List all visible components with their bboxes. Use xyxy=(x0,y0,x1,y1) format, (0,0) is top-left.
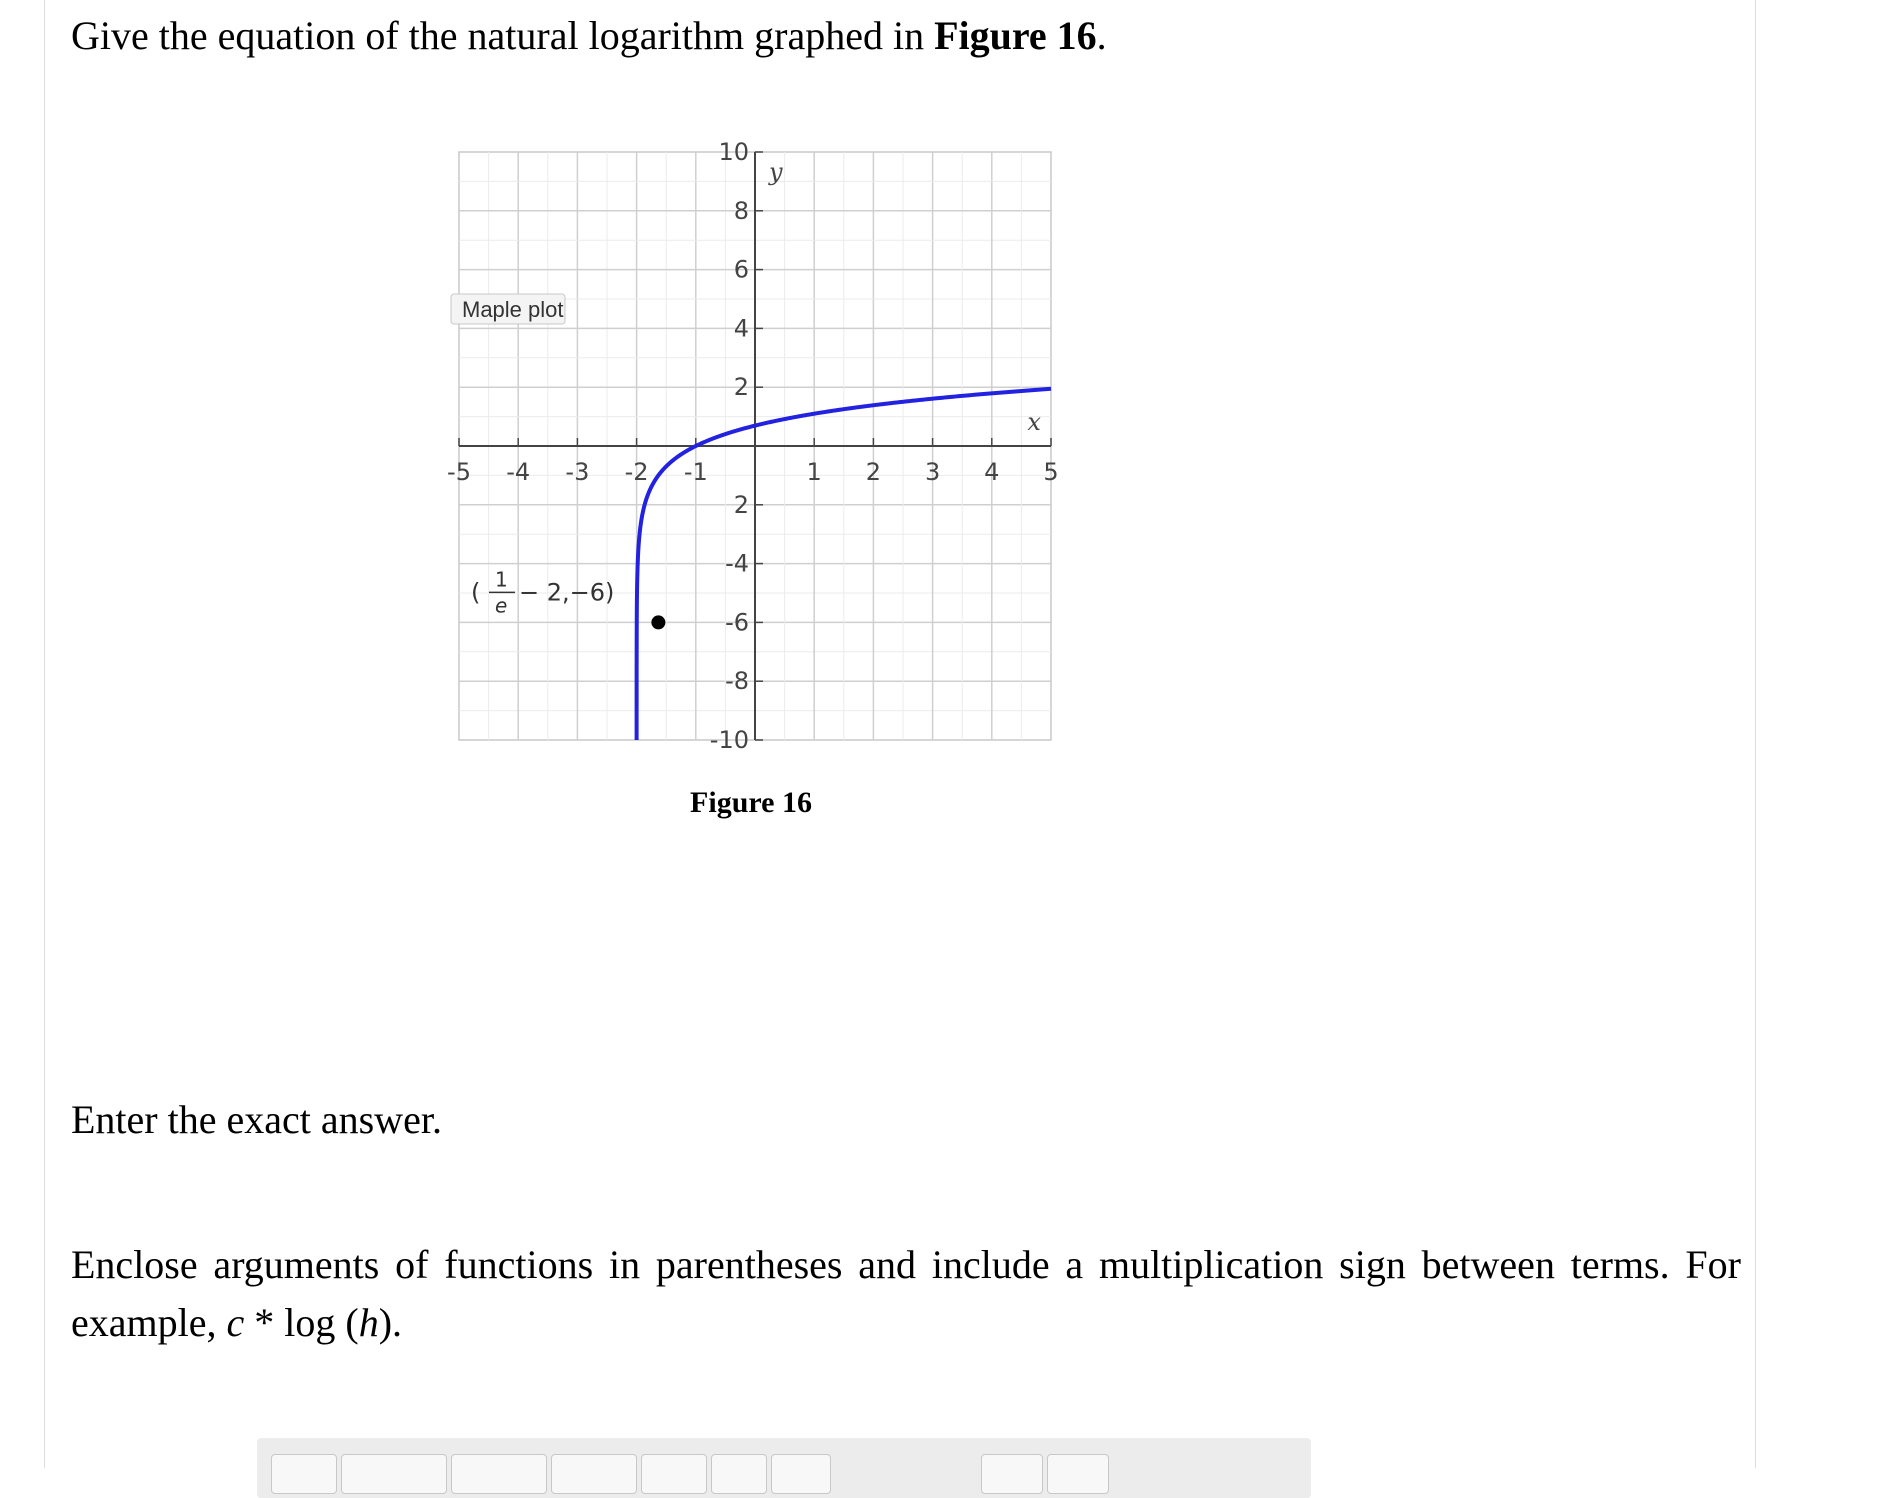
y-tick-label: -8 xyxy=(725,667,749,696)
highlight-point xyxy=(651,615,665,629)
y-tick-label: 8 xyxy=(733,196,749,225)
math-editor-toolbar xyxy=(257,1438,1311,1498)
x-tick-label: -5 xyxy=(447,458,471,486)
figure-16-chart xyxy=(45,0,1757,1060)
y-tick-label: 2 xyxy=(733,490,749,519)
x-tick-label: -3 xyxy=(565,458,590,486)
x-tick-label: 1 xyxy=(806,458,822,486)
y-tick-label: -4 xyxy=(725,549,749,578)
x-axis-label: x xyxy=(1027,408,1041,436)
toolbar-button[interactable] xyxy=(451,1454,547,1494)
x-tick-label: 4 xyxy=(984,458,1000,486)
hint-times: * xyxy=(244,1300,285,1345)
y-tick-label: 6 xyxy=(733,255,749,284)
x-tick-label: -2 xyxy=(624,458,649,486)
x-tick-label: 2 xyxy=(865,458,882,486)
hint-paren-open: ( xyxy=(335,1300,359,1345)
hint-end: . xyxy=(392,1300,403,1345)
toolbar-button[interactable] xyxy=(641,1454,707,1494)
hint-paren-close: ) xyxy=(378,1300,393,1345)
hint-text xyxy=(71,1236,1741,1352)
hint-fn: log xyxy=(284,1300,336,1345)
x-tick-label: -4 xyxy=(506,458,531,486)
hint-body: Enclose arguments of functions in parentheses and include a multiplication sign between terms. For example, xyxy=(71,1242,1741,1345)
y-tick-label: -10 xyxy=(709,726,749,754)
figure-reference: Figure 16 xyxy=(934,13,1097,58)
question-end: . xyxy=(1096,13,1107,58)
hint-var-c: c xyxy=(226,1300,245,1345)
question-body: Give the equation of the natural logarithm graphed in xyxy=(71,13,935,58)
toolbar-button[interactable] xyxy=(981,1454,1043,1494)
y-tick-label: 4 xyxy=(733,314,749,343)
y-tick-label: -6 xyxy=(725,608,749,637)
y-axis-label: y xyxy=(769,158,783,186)
instruction-text: Enter the exact answer. xyxy=(71,1097,442,1142)
point-label-paren: ( xyxy=(471,578,481,607)
toolbar-button[interactable] xyxy=(711,1454,767,1494)
toolbar-button[interactable] xyxy=(771,1454,831,1494)
maple-plot-badge[interactable] xyxy=(451,294,565,324)
point-label-coordinates: − 2,−6) xyxy=(519,578,615,607)
point-label-numerator: 1 xyxy=(495,567,508,592)
hint-var-h: h xyxy=(358,1300,379,1345)
toolbar-button[interactable] xyxy=(271,1454,337,1494)
x-tick-label: 5 xyxy=(1043,458,1059,486)
x-tick-label: 3 xyxy=(924,458,941,486)
x-tick-label: -1 xyxy=(683,458,708,486)
question-card xyxy=(44,0,1756,1468)
toolbar-button[interactable] xyxy=(341,1454,447,1494)
y-tick-label: 10 xyxy=(718,138,749,166)
figure-caption: Figure 16 xyxy=(690,786,812,819)
toolbar-button[interactable] xyxy=(551,1454,637,1494)
maple-plot-badge-label: Maple plot xyxy=(462,297,564,322)
y-tick-label: 2 xyxy=(733,373,749,402)
toolbar-button[interactable] xyxy=(1047,1454,1109,1494)
point-label-denominator: e xyxy=(495,593,508,618)
